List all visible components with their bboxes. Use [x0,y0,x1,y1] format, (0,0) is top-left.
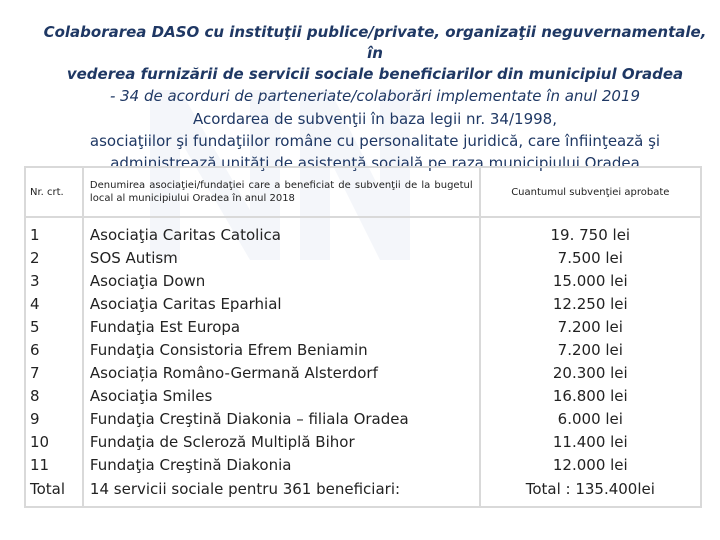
row-name: SOS Autism [84,246,481,269]
row-name: Asociaţia Caritas Catolica [84,218,481,246]
row-nr: 3 [26,269,84,292]
row-amount: 12.000 lei [552,455,628,474]
row-nr: 4 [26,292,84,315]
table-row [26,315,700,338]
row-amount: 7.200 lei [557,317,623,336]
row-amount: 16.800 lei [552,386,628,405]
row-nr: 7 [26,361,84,384]
row-amount: 7.500 lei [557,248,623,267]
title-line-3: - 34 de acorduri de parteneriate/colaborări implementate în anul 2019 [109,87,641,105]
row-name: Asociaţia Down [84,269,481,292]
page-title [40,22,710,174]
title-line-1: Colaborarea DASO cu instituţii publice/private, organizaţii neguvernamentale, în [43,23,707,62]
table-row [26,361,700,384]
title-line-2: vederea furnizării de servicii sociale beneficiarilor din municipiul Oradea [66,65,684,83]
title-line-4: Acordarea de subvenţii în baza legii nr. 34/1998, [193,110,557,128]
row-amount: 19. 750 lei [550,225,631,244]
header-nr: Nr. crt. [26,168,84,218]
total-amount: Total : 135.400lei [525,480,655,498]
header-name: Denumirea asociaţiei/fundaţiei care a beneficiat de subvenţii de la bugetul local al municipiului Oradea în anul 2018 [84,168,481,218]
row-nr: 8 [26,384,84,407]
row-nr: 1 [26,218,84,246]
row-name: Fundaţia Consistoria Efrem Beniamin [84,338,481,361]
subsidies-table [24,166,702,508]
row-amount: 12.250 lei [552,294,628,313]
table-row [26,292,700,315]
title-line-5: asociaţiilor şi fundaţiilor române cu personalitate juridică, care înfiinţează şi [89,132,661,150]
row-name: Fundaţia de Scleroză Multiplă Bihor [84,430,481,453]
row-name: Asociaţia Smiles [84,384,481,407]
row-nr: 5 [26,315,84,338]
table-header-row [26,168,700,218]
row-name: Asociația Româno-Germană Alsterdorf [84,361,481,384]
row-amount: 20.300 lei [552,363,628,382]
row-nr: 10 [26,430,84,453]
total-row [26,476,700,506]
row-name: Fundaţia Creştină Diakonia [84,453,481,476]
table-row [26,269,700,292]
row-name: Fundaţia Creştină Diakonia – filiala Oradea [84,407,481,430]
row-amount: 7.200 lei [557,340,623,359]
table-row [26,218,700,246]
row-nr: 6 [26,338,84,361]
table-row [26,338,700,361]
header-amount: Cuantumul subvenţiei aprobate [481,168,700,218]
row-amount: 6.000 lei [557,409,623,428]
table-row [26,246,700,269]
table-row [26,430,700,453]
table-row [26,407,700,430]
row-name: Asociaţia Caritas Eparhial [84,292,481,315]
table-row [26,384,700,407]
row-amount: 15.000 lei [552,271,628,290]
total-description: 14 servicii sociale pentru 361 beneficiari: [84,476,481,506]
table-row [26,453,700,476]
total-label: Total [26,476,84,506]
row-nr: 11 [26,453,84,476]
row-name: Fundaţia Est Europa [84,315,481,338]
title-line-6: administrează unităţi de asistenţă socială pe raza municipiului Oradea [110,154,640,172]
row-nr: 9 [26,407,84,430]
row-amount: 11.400 lei [552,432,628,451]
row-nr: 2 [26,246,84,269]
